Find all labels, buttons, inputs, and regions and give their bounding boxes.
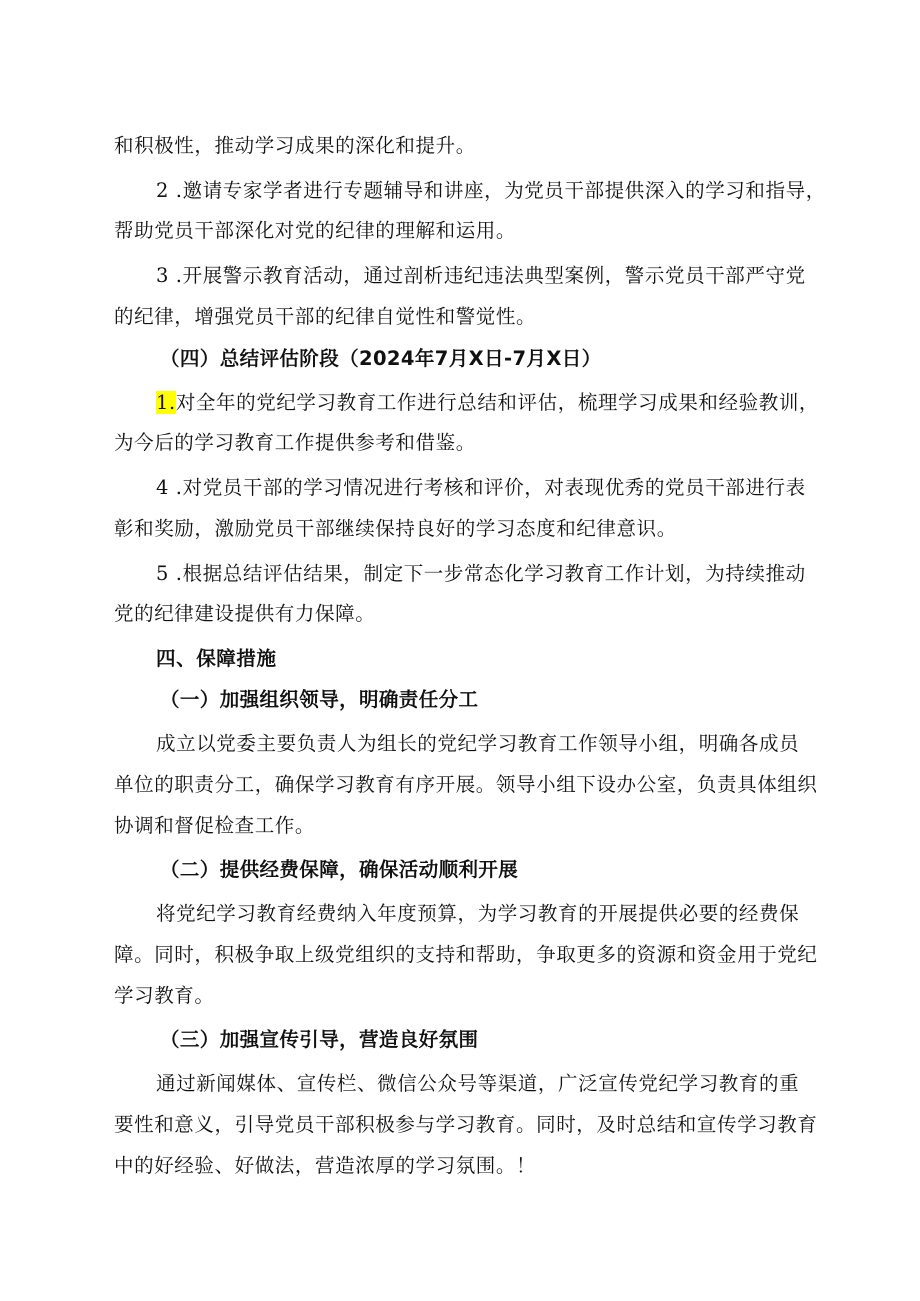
paragraph-line: 的纪律，增强党员干部的纪律自觉性和警觉性。 — [114, 305, 537, 328]
list-item-2: 2 .邀请专家学者进行专题辅导和讲座，为党员干部提供深入的学习和指导， — [156, 179, 826, 202]
paragraph-line: 帮助党员干部深化对党的纪律的理解和运用。 — [114, 219, 517, 242]
paragraph-line: 为今后的学习教育工作提供参考和借鉴。 — [114, 431, 476, 454]
list-item-text: 对全年的党纪学习教育工作进行总结和评估，梳理学习成果和经验教训， — [175, 391, 820, 414]
section-heading-safeguards: 四、保障措施 — [156, 647, 277, 670]
paragraph-line: 党的纪律建设提供有力保障。 — [114, 602, 376, 625]
subsection-heading-2: （二）提供经费保障，确保活动顺利开展 — [160, 858, 519, 881]
paragraph-line: 障。同时，积极争取上级党组织的支持和帮助，争取更多的资源和资金用于党纪 — [114, 943, 818, 966]
section-heading-stage-4: （四）总结评估阶段（2024年7月X日-7月X日） — [160, 347, 602, 370]
highlighted-number: 1. — [156, 391, 176, 414]
list-item-5: 5 .根据总结评估结果，制定下一步常态化学习教育工作计划，为持续推动 — [156, 562, 806, 585]
paragraph-line: 和积极性，推动学习成果的深化和提升。 — [114, 134, 476, 157]
subsection-heading-3: （三）加强宣传引导，营造良好氛围 — [160, 1028, 479, 1051]
paragraph-line: 彰和奖励，激励党员干部继续保持良好的学习态度和纪律意识。 — [114, 517, 677, 540]
list-item-1 — [156, 389, 819, 417]
paragraph-line: 成立以党委主要负责人为组长的党纪学习教育工作领导小组，明确各成员 — [156, 732, 800, 755]
paragraph-line: 中的好经验、好做法，营造浓厚的学习氛围。！ — [114, 1154, 537, 1177]
paragraph-line: 将党纪学习教育经费纳入年度预算，为学习教育的开展提供必要的经费保 — [156, 902, 800, 925]
subsection-heading-1: （一）加强组织领导，明确责任分工 — [160, 688, 479, 711]
paragraph-line: 协调和督促检查工作。 — [114, 814, 316, 837]
paragraph-line: 单位的职责分工，确保学习教育有序开展。领导小组下设办公室，负责具体组织 — [114, 773, 818, 796]
list-item-3: 3 .开展警示教育活动，通过剖析违纪违法典型案例，警示党员干部严守党 — [156, 264, 806, 287]
paragraph-line: 学习教育。 — [114, 984, 215, 1007]
paragraph-line: 通过新闻媒体、宣传栏、微信公众号等渠道，广泛宣传党纪学习教育的重 — [156, 1072, 800, 1095]
list-item-4: 4 .对党员干部的学习情况进行考核和评价，对表现优秀的党员干部进行表 — [156, 476, 806, 499]
paragraph-line: 要性和意义，引导党员干部积极参与学习教育。同时，及时总结和宣传学习教育 — [114, 1113, 818, 1136]
